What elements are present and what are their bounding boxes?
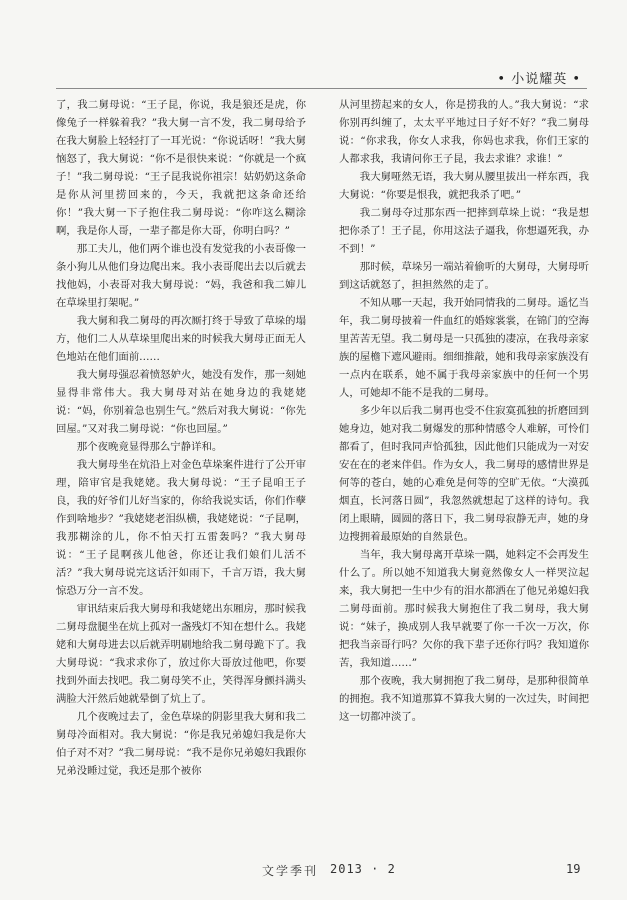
section-header: • 小说耀英 • <box>497 72 581 87</box>
paragraph: 我大舅和我二舅母的再次厮打终于导致了草垛的塌方，他们二人从草垛里爬出来的时候我大舅母正面无人色地站在他们面前…… <box>56 315 306 363</box>
paragraph: 从河里捞起来的女人，你是捞我的人。”我大舅说：“求你别再纠缠了，太太平平地过日子好不好？”我二舅母说：“你求我，你女人求我，你妈也求我，你们王家的人都求我，我请问你王子昆，我去求谁？求谁！” <box>339 99 589 165</box>
issue-number: 2013 · 2 <box>330 862 396 876</box>
paragraph: 那时候，草垛另一端站着偷听的大舅母，大舅母听到这话就怒了，担担然然的走了。 <box>339 261 589 291</box>
paragraph: 不知从哪一天起，我开始同情我的二舅母。遥忆当年，我二舅母披着一件血红的婚嫁裳裳，在锦门的空海里苦苦无望。我二舅母是一只孤独的凄凉，在我母亲家族的屋檐下遮风避雨。细细推敲，她和我母亲家族没有一点内在联系，她不属于我母亲家族中的任何一个男人，可她却不能不是我的二舅母。 <box>339 297 589 399</box>
paragraph: 那工夫儿，他们两个谁也没有发觉我的小表哥像一条小狗儿从他们身边爬出来。我小表哥爬出去以后就去找他妈，小表哥对我大舅母说：“妈，我爸和我二婶儿在草垛里打架呢。” <box>56 243 306 309</box>
page-number: 19 <box>566 862 581 876</box>
right-column <box>339 96 589 826</box>
header-rule <box>56 88 587 89</box>
paragraph: 我大舅哑然无语，我大舅从腰里拔出一样东西，我大舅说：“你要是恨我，就把我杀了吧。” <box>339 171 589 201</box>
paragraph: 我二舅母夺过那东西一把摔到草垛上说：“我是想把你杀了！王子昆，你用这法子逼我，你想逼死我，办不到！” <box>339 207 589 255</box>
paragraph: 多少年以后我二舅再也受不住寂寞孤独的折磨回到她身边，她对我二舅爆发的那种情感令人难解，可怜们都看了，但时我同声恰孤独，因此他们只能成为一对安安在在的老来伴侣。作为女人，我二舅母的感情世界是何等的苍白，她的心难免是何等的空旷无依。“大漠孤烟直，长河落日圆”，我忽然就想起了这样的诗句。我闭上眼睛，圆圆的落日下，我二舅母寂静无声，她的身边搜拥着最原始的自然景色。 <box>339 405 589 543</box>
magazine-name: 文学季刊 <box>262 864 319 878</box>
paragraph: 我大舅母坐在炕沿上对金色草垛案件进行了公开审理，陪审官是我姥姥。我大舅母说：“王子昆咱王子良，我的好爷们儿好当家的，你给我说实话，你们作孽作到啥地步？”我姥姥老泪纵横，我姥姥说：“子昆啊，我那糊涂的儿，你不怕天打五雷轰吗？”我大舅母说：“王子昆啊孩儿他爸，你还让我们娘们儿活不活？”我大舅母说完这话汗如雨下，千言万语，我大舅惊恐万分一言不发。 <box>56 459 306 597</box>
paragraph: 了，我二舅母说：“王子昆，你说，我是狼还是虎，你像兔子一样躲着我？”我大舅一言不发，我二舅母给予在我大舅脸上轻轻打了一耳光说：“你说话呀！”我大舅恼怒了，我大舅说：“你不是很快来说：“你就是一个疯子！”我二舅母说：“王子昆我说你祖宗！姑奶奶这条命是你从河里捞回来的，今天，我就把这条命还给你！”我大舅一下子抱住我二舅母说：“你咋这么糊涂啊，我是你人哥，一辈子都是你大哥，你明白吗？” <box>56 99 306 237</box>
left-column <box>56 96 306 826</box>
paragraph: 几个夜晚过去了，金色草垛的阴影里我大舅和我二舅母冷面相对。我大舅说：“你是我兄弟媳妇我是你大伯子对不对？”我二舅母说：“我不是你兄弟媳妇我跟你兄弟没睡过觉，我还是那个被你 <box>56 711 306 777</box>
paragraph: 那个夜晚，我大舅拥抱了我二舅母，是那种很简单的拥抱。我不知道那算不算我大舅的一次过失，时间把这一切都冲淡了。 <box>339 675 589 723</box>
paragraph: 当年，我大舅母离开草垛一隅，她料定不会再发生什么了。所以她不知道我大舅竟然像女人一样哭泣起来，我大舅把一生中少有的泪水都洒在了他兄弟媳妇我二舅母面前。那时候我大舅抱住了我二舅母，我大舅说：“妹子，换成别人我早就要了你一千次一万次，你把我当亲哥行吗？欠你的我下辈子还你行吗？我知道你苦，我知道……” <box>339 549 589 669</box>
paragraph: 那个夜晚竟显得那么宁静详和。 <box>76 441 223 453</box>
paragraph: 我大舅母强忍着愤怒妒火，她没有发作，那一刻她显得非常伟大。我大舅母对站在她身边的我姥姥说：“妈，你别着急也别生气。”然后对我大舅说：“你先回屋。”又对我二舅母说：“你也回屋。” <box>56 369 306 435</box>
paragraph: 审讯结束后我大舅母和我姥姥出东厢房，那时候我二舅母盘腿坐在炕上孤对一盏残灯不知在想什么。我姥姥和大舅母进去以后就弄明刷地给我二舅母跪下了。我大舅母说：“我求求你了，放过你大哥放过他吧，你要找到外面去找吧。我二舅母笑不止，笑得浑身颤抖满头满脸大汗然后她就晕倒了炕上了。 <box>56 603 306 705</box>
